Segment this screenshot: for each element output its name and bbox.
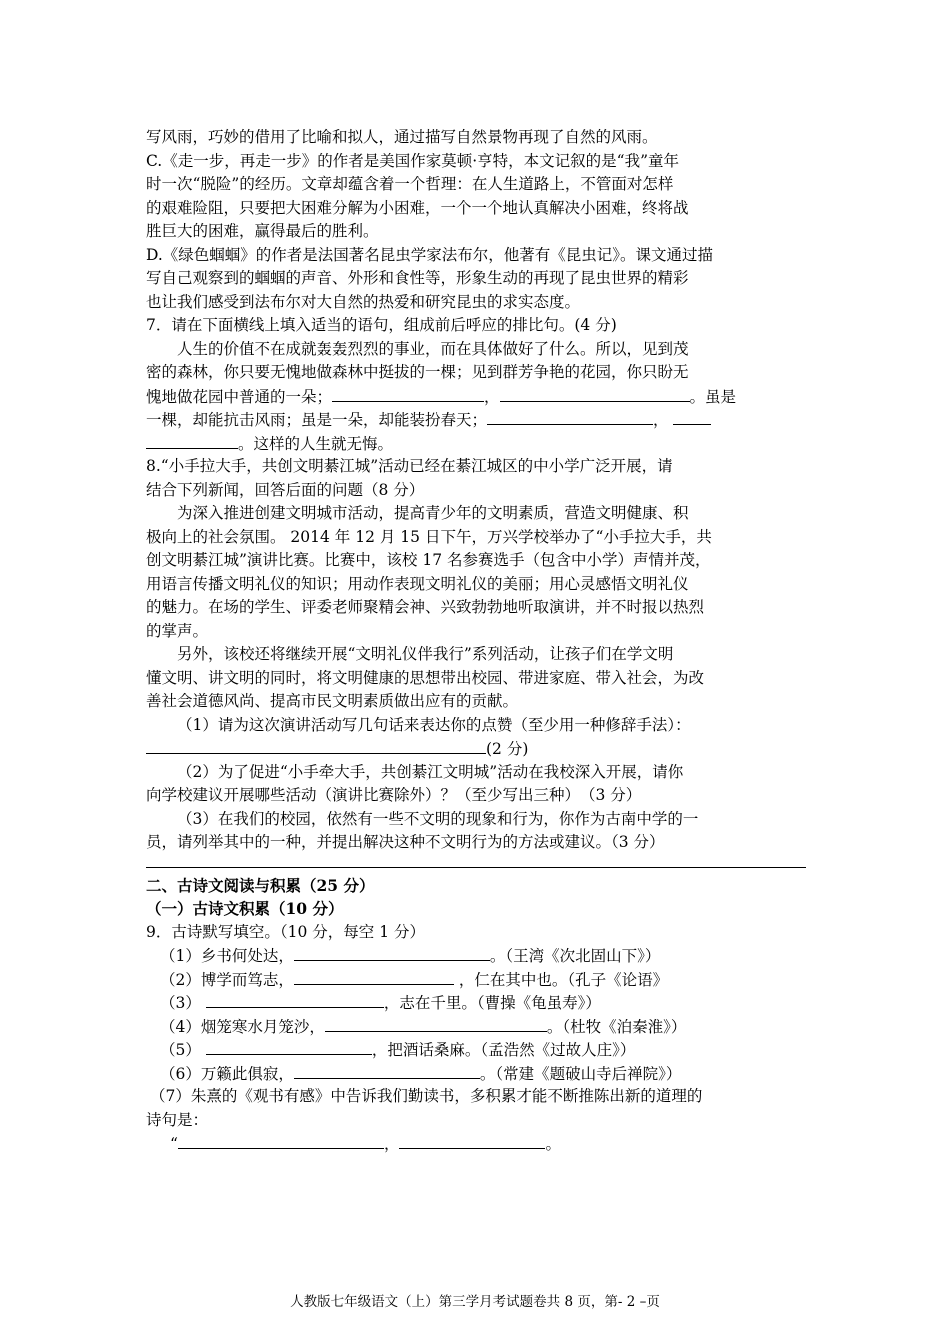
question-7: 7．请在下面横线上填入适当的语句，组成前后呼应的排比句。(4 分)	[146, 316, 617, 334]
text-line	[146, 408, 806, 432]
answer-blank[interactable]	[487, 408, 653, 425]
text-fragment: ，志在千里。（曹操《龟虽寿》）	[383, 994, 601, 1012]
news-line: 用语言传播文明礼仪的知识；用动作表现文明礼仪的美丽；用心灵感悟文明礼仪	[146, 574, 689, 593]
text-line: 员，请列举其中的一种，并提出解决这种不文明行为的方法或建议。（3 分）	[146, 833, 665, 851]
text-fragment: 愧地做花园中普通的一朵；	[146, 387, 333, 406]
answer-blank[interactable]	[500, 385, 690, 402]
text-line: 写自己观察到的蝈蝈的声音、外形和食性等，形象生动的再现了昆虫世界的精彩	[146, 269, 689, 287]
text-fragment: 一棵，却能抗击风雨；虽是一朵，却能装扮春天；	[146, 411, 488, 429]
text-fragment: （5）	[160, 1041, 201, 1059]
text-line: 的艰难险阻，只要把大困难分解为小困难，一个一个地认真解决小困难，终将战	[146, 198, 689, 217]
text-fragment: （2）博学而笃志，	[160, 970, 294, 989]
option-d: D.《绿色蝈蝈》的作者是法国著名昆虫学家法布尔，他著有《昆虫记》。课文通过描	[146, 245, 714, 264]
news-line: 极向上的社会氛围。 2014 年 12 月 15 日下午，万兴学校举办了“小手拉大手，共	[146, 527, 712, 546]
sub-question-1: （1）请为这次演讲活动写几句话来表达你的点赞（至少用一种修辞手法）：	[177, 715, 691, 734]
text-fragment: 。（常建《题破山寺后禅院》）	[479, 1064, 682, 1083]
text-line	[146, 432, 806, 456]
text-line: 写风雨，巧妙的借用了比喻和拟人，通过描写自然景物再现了自然的风雨。	[146, 128, 658, 146]
text-fragment: （1）乡书何处达，	[160, 947, 294, 965]
poem-item	[146, 1038, 806, 1062]
text-line	[146, 737, 806, 761]
text-line: 时一次“脱险”的经历。文章却蕴含着一个哲理：在人生道路上，不管面对怎样	[146, 175, 674, 193]
text-fragment: 。这样的人生就无悔。	[238, 434, 394, 453]
sub-question-2: （2）为了促进“小手牵大手，共创綦江文明城”活动在我校深入开展，请你	[177, 762, 684, 781]
text-line: 向学校建议开展哪些活动（演讲比赛除外）？（至少写出三种） （3 分）	[146, 786, 642, 804]
poem-item	[146, 1132, 806, 1156]
answer-blank[interactable]	[146, 737, 486, 754]
news-line: 的魅力。在场的学生、评委老师聚精会神、兴致勃勃地听取演讲，并不时报以热烈	[146, 598, 705, 616]
text-line: 密的森林，你只要无愧地做森林中挺拔的一棵；见到群芳争艳的花园，你只盼无	[146, 363, 689, 381]
text-fragment: 。（杜牧《泊秦淮》）	[546, 1017, 687, 1036]
answer-blank[interactable]	[206, 1038, 372, 1055]
news-line: 的掌声。	[146, 621, 209, 640]
poem-item	[146, 1015, 806, 1039]
answer-blank[interactable]	[332, 385, 484, 402]
text-fragment: （4）烟笼寒水月笼沙，	[160, 1017, 325, 1036]
text-fragment: “	[170, 1135, 178, 1153]
question-8: 8.“小手拉大手，共创文明綦江城”活动已经在綦江城区的中小学广泛开展，请	[146, 457, 673, 475]
page-footer: 人教版七年级语文（上）第三学月考试题卷共 8 页，第- 2 –页	[290, 1294, 660, 1310]
option-c: C.《走一步，再走一步》的作者是美国作家莫顿·亨特，本文记叙的是“我”童年	[146, 151, 680, 170]
answer-blank[interactable]	[146, 432, 238, 449]
text-fragment: （3）	[160, 994, 201, 1012]
section-divider	[146, 867, 806, 868]
poem-item: （7）朱熹的《观书有感》中告诉我们勤读书，多积累才能不断推陈出新的道理的	[150, 1087, 703, 1105]
text-line: 也让我们感受到法布尔对大自然的热爱和研究昆虫的求实态度。	[146, 292, 581, 311]
text-line: 人生的价值不在成就轰轰烈烈的事业，而在具体做好了什么。所以，见到茂	[177, 339, 689, 358]
poem-item	[146, 991, 806, 1015]
text-fragment: 。	[545, 1135, 561, 1153]
document-body	[146, 126, 806, 1156]
answer-blank[interactable]	[294, 944, 490, 961]
text-line	[146, 385, 806, 409]
text-line: 结合下列新闻，回答后面的问题（8 分）	[146, 480, 425, 499]
text-fragment: ，	[383, 1135, 400, 1153]
answer-blank[interactable]	[294, 968, 454, 985]
text-fragment: ，	[484, 387, 500, 406]
question-9: 9．古诗默写填空。（10 分，每空 1 分）	[146, 922, 425, 941]
answer-blank[interactable]	[206, 991, 384, 1008]
text-fragment: ，仁在其中也。（孔子《论语》	[458, 970, 669, 989]
text-line: 诗句是：	[146, 1110, 209, 1129]
sub-question-3: （3）在我们的校园，依然有一些不文明的现象和行为，你作为古南中学的一	[177, 809, 699, 828]
answer-blank[interactable]	[673, 408, 711, 425]
news-line: 懂文明、讲文明的同时，将文明健康的思想带出校园、带进家庭、带入社会，为改	[146, 668, 705, 687]
subsection-heading: （一）古诗文积累（10 分）	[146, 899, 344, 918]
news-line: 另外，该校还将继续开展“文明礼仪伴我行”系列活动，让孩子们在学文明	[177, 645, 674, 663]
poem-item	[146, 944, 806, 968]
text-fragment: （6）万籁此俱寂，	[160, 1064, 294, 1083]
answer-blank[interactable]	[178, 1132, 384, 1149]
text-fragment: 。（王湾《次北固山下》）	[489, 947, 661, 965]
text-fragment: 。虽是	[689, 387, 737, 406]
text-fragment: (2 分)	[486, 740, 529, 758]
poem-item	[146, 968, 806, 992]
text-line: 胜巨大的困难，赢得最后的胜利。	[146, 222, 379, 240]
text-fragment: ，	[653, 411, 669, 429]
answer-blank[interactable]	[325, 1015, 547, 1032]
poem-item	[146, 1062, 806, 1086]
news-line: 善社会道德风尚、提高市民文明素质做出应有的贡献。	[146, 692, 519, 710]
text-fragment: ，把酒话桑麻。（孟浩然《过故人庄》）	[371, 1041, 636, 1059]
answer-blank[interactable]	[399, 1132, 545, 1149]
news-line: 创文明綦江城”演讲比赛。比赛中，该校 17 名参赛选手（包含中小学）声情并茂，	[146, 551, 711, 569]
news-line: 为深入推进创建文明城市活动，提高青少年的文明素质，营造文明健康、积	[177, 504, 689, 522]
section-heading: 二、古诗文阅读与积累（25 分）	[146, 875, 375, 895]
answer-blank[interactable]	[294, 1062, 480, 1079]
